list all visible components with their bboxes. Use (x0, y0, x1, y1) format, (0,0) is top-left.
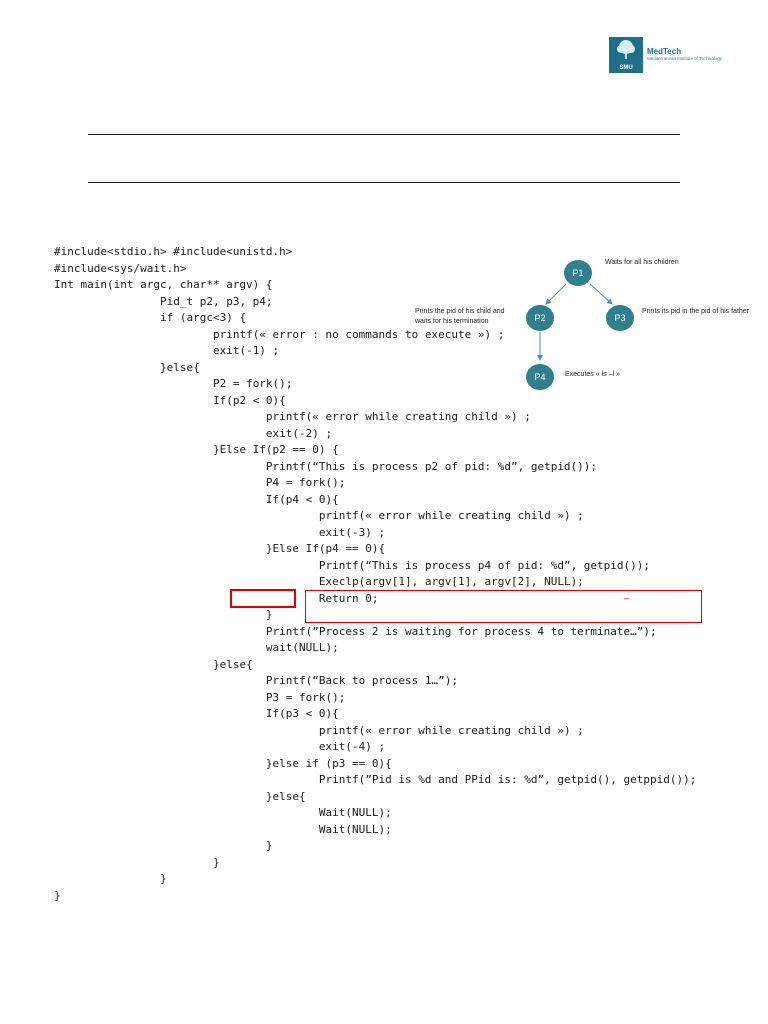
code-line: P2 = fork(); (54, 377, 293, 390)
node-p1 (564, 260, 592, 286)
code-line: If(p3 < 0){ (54, 707, 339, 720)
logo-emblem (609, 37, 643, 73)
tree-icon (613, 39, 639, 61)
code-line: Printf(”Process 2 is waiting for process 4 to terminate…”); (54, 624, 657, 638)
highlight-box-return (230, 589, 296, 608)
annotation-p4: Executes « ls –l » (565, 371, 620, 378)
edge-p1-p3 (590, 284, 612, 304)
code-line: }Else If(p4 == 0){ (54, 542, 386, 555)
code-line: P4 = fork(); (54, 476, 346, 489)
code-line: printf(« error while creating child ») ; (54, 509, 584, 522)
logo-subtitle: Mediterranean Institute of Technology (647, 56, 722, 62)
code-line: }else{ (54, 360, 200, 374)
code-line: Execlp(argv[1], argv[1], argv[2], NULL); (54, 575, 584, 588)
logo-name: MedTech (647, 47, 682, 57)
code-line: }Else If(p2 == 0) { (54, 443, 339, 456)
code-line: printf(« error while creating child ») ; (54, 410, 531, 423)
code-line: exit(-1) ; (54, 344, 280, 357)
code-line: Printf(“Back to process 1…”); (54, 674, 458, 687)
code-line: }else{ (54, 789, 306, 803)
code-line: exit(-2) ; (54, 426, 333, 440)
code-line: printf(« error while creating child ») ; (54, 723, 584, 737)
code-line: Int main(int argc, char** argv) { (54, 278, 273, 291)
node-p4-label: P4 (534, 372, 546, 382)
node-p1-label: P1 (572, 268, 584, 278)
node-p3 (606, 305, 634, 331)
code-line: Printf(”Pid is %d and PPid is: %d”, getpid(), getppid()); (54, 773, 697, 786)
code-line: } (54, 839, 273, 852)
code-line: printf(« error : no commands to execute ») ; (54, 327, 505, 341)
code-line: If(p4 < 0){ (54, 492, 339, 506)
code-line: If(p2 < 0){ (54, 393, 286, 407)
code-line: } (54, 888, 61, 902)
annotation-p2-line1: Prints the pid of his child and (415, 308, 505, 315)
bottom-rule (88, 182, 680, 183)
code-line: #include<sys/wait.h> (54, 261, 187, 275)
note-box (305, 590, 702, 623)
code-line: Printf(“This is process p2 of pid: %d”, getpid()); (54, 459, 598, 473)
process-tree-diagram (400, 240, 765, 400)
node-p4 (526, 364, 554, 390)
code-line: } (54, 872, 167, 885)
medtech-logo (609, 37, 722, 73)
node-p3-label: P3 (614, 313, 626, 323)
code-line: Wait(NULL); (54, 806, 392, 819)
note-mark: – (624, 593, 630, 603)
code-line: Return 0; (54, 591, 379, 605)
code-line: Pid_t p2, p3, p4; (54, 294, 273, 308)
code-line: exit(-4) ; (54, 740, 386, 753)
code-line: } (54, 855, 220, 869)
code-line: }else if (p3 == 0){ (54, 756, 392, 770)
code-line: }else{ (54, 657, 253, 671)
code-line: Wait(NULL); (54, 822, 392, 836)
code-line: if (argc<3) { (54, 311, 247, 324)
top-rule (88, 134, 680, 135)
node-p2-label: P2 (534, 313, 546, 323)
annotation-p2-line2: waits for his termination (415, 318, 489, 325)
logo-badge: SMU (619, 65, 633, 71)
annotation-p3: Prints its pid in the pid of his father (642, 308, 749, 315)
node-p2 (526, 305, 554, 331)
annotation-p1: Waits for all his children (605, 259, 679, 266)
logo-text (647, 48, 722, 62)
code-line: exit(-3) ; (54, 525, 386, 539)
code-line: P3 = fork(); (54, 690, 346, 704)
code-line: Printf(“This is process p4 of pid: %d”, getpid()); (54, 558, 651, 572)
edge-p1-p2 (546, 284, 566, 304)
code-line: } (54, 608, 273, 621)
code-line: #include<stdio.h> #include<unistd.h> (54, 245, 293, 258)
code-line: wait(NULL); (54, 641, 339, 654)
